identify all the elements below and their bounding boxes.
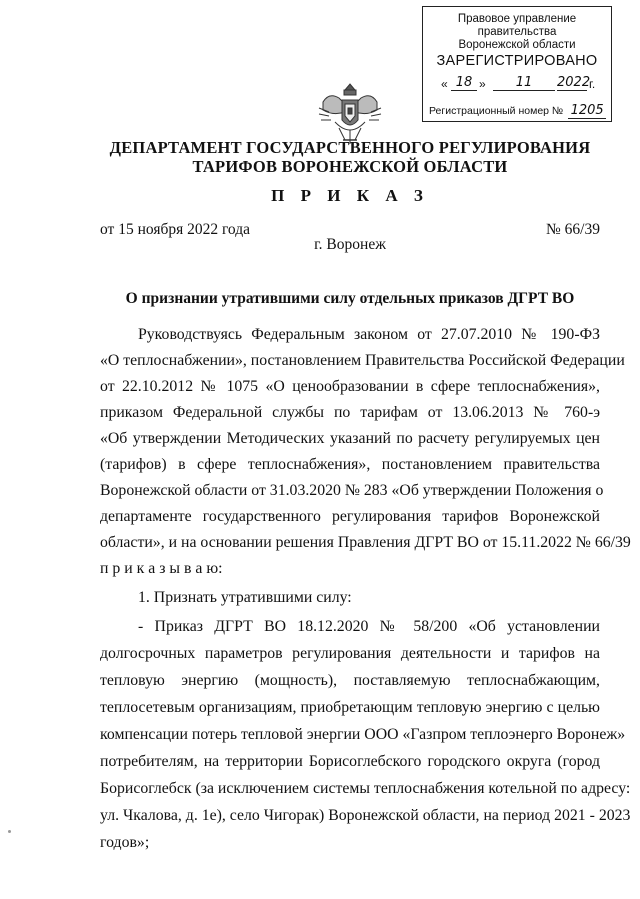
order-date: от 15 ноября 2022 года xyxy=(100,221,251,238)
body-line-3: от 22.10.2012 № 1075 «О ценообразовании в сфере теплоснабжения», xyxy=(100,378,600,395)
department-name-line2: ТАРИФОВ ВОРОНЕЖСКОЙ ОБЛАСТИ xyxy=(192,157,508,176)
city: г. Воронеж xyxy=(314,236,386,253)
stamp-year: 2022 xyxy=(557,75,591,90)
body-line-15: теплосетевым организациям, приобретающим тепловую энергию с целью xyxy=(100,699,600,716)
body-line-9: области», и на основании решения Правления ДГРТ ВО от 15.11.2022 № 66/39 xyxy=(100,534,631,551)
registration-stamp xyxy=(422,6,612,122)
department-name-line1: ДЕПАРТАМЕНТ ГОСУДАРСТВЕННОГО РЕГУЛИРОВАНИЯ xyxy=(109,138,591,157)
body-line-16: компенсации потерь тепловой энергии ООО «Газпром теплоэнерго Воронеж» xyxy=(100,726,626,743)
scan-dot xyxy=(8,830,11,833)
stamp-date xyxy=(423,77,611,95)
body-line-2: «О теплоснабжении», постановлением Правительства Российской Федерации xyxy=(100,352,625,369)
stamp-number: 1205 xyxy=(568,103,606,119)
body-line-5: «Об утверждении Методических указаний по расчету регулируемых цен xyxy=(100,430,600,447)
body-line-13: долгосрочных параметров регулирования деятельности и тарифов на xyxy=(100,645,600,662)
body-line-18: Борисоглебск (за исключением системы теплоснабжения котельной по адресу: xyxy=(100,780,631,797)
stamp-number-label: Регистрационный номер № xyxy=(429,105,564,117)
body-line-6: (тарифов) в сфере теплоснабжения», постановлением правительства xyxy=(100,456,600,473)
stamp-date-open-quote: « xyxy=(441,77,448,91)
stamp-registered-label: ЗАРЕГИСТРИРОВАНО xyxy=(436,53,598,69)
body-line-12: - Приказ ДГРТ ВО 18.12.2020 № 58/200 «Об установлении xyxy=(138,618,600,635)
stamp-number-row xyxy=(429,103,606,119)
stamp-organization xyxy=(423,13,611,52)
stamp-year-suffix: г. xyxy=(589,77,596,91)
body-line-4: приказом Федеральной службы по тарифам от 13.06.2013 № 760-э xyxy=(100,404,600,421)
stamp-month: 11 xyxy=(493,75,555,91)
body-line-7: Воронежской области от 31.03.2020 № 283 «Об утверждении Положения о xyxy=(100,482,604,499)
body-line-1: Руководствуясь Федеральным законом от 27.07.2010 № 190-ФЗ xyxy=(138,326,600,343)
order-number: № 66/39 xyxy=(546,221,600,238)
body-line-17: потребителям, на территории Борисоглебского городского округа (город xyxy=(100,753,600,770)
stamp-day: 18 xyxy=(451,75,477,91)
stamp-date-close-quote: » xyxy=(479,77,486,91)
document-title: О признании утратившими силу отдельных приказов ДГРТ ВО xyxy=(125,290,575,307)
stamp-org-line2: Воронежской области xyxy=(458,39,576,51)
body-line-20: годов»; xyxy=(100,834,150,851)
document-type: П Р И К А З xyxy=(271,186,429,205)
body-item-1: 1. Признать утратившими силу: xyxy=(138,589,352,606)
body-line-8: департаменте государственного регулирования тарифов Воронежской xyxy=(100,508,600,525)
body-line-14: тепловую энергию (мощность), поставляемую теплоснабжающим, xyxy=(100,672,600,689)
order-directive: п р и к а з ы в а ю: xyxy=(100,560,223,577)
stamp-org-line1: Правовое управление правительства xyxy=(457,13,577,38)
body-line-19: ул. Чкалова, д. 1е), село Чигорак) Воронежской области, на период 2021 - 2023 xyxy=(100,807,631,824)
